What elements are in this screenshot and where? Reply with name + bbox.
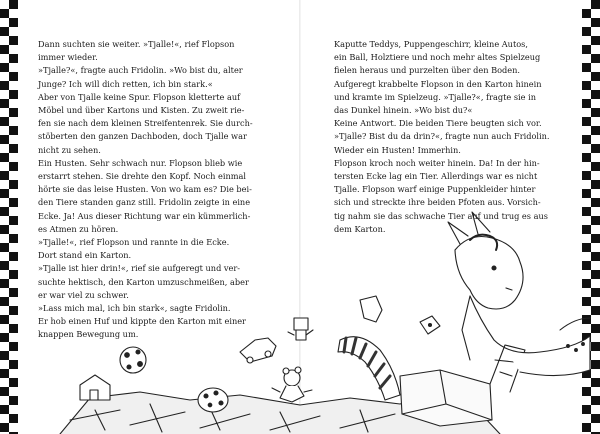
text-line: den Tiere standen ganz still. Fridolin zeigte in eine bbox=[38, 197, 251, 208]
donkey-illustration bbox=[448, 212, 590, 376]
text-line: er war viel zu schwer. bbox=[38, 289, 129, 300]
spotted-egg-illustration bbox=[198, 388, 228, 412]
text-line: Möbel und über Kartons und Kisten. Zu zweit rie- bbox=[38, 105, 245, 116]
text-line: Aufgeregt krabbelte Flopson in den Karton hinein bbox=[334, 78, 542, 89]
text-line: Aber von Tjalle keine Spur. Flopson kletterte auf bbox=[38, 91, 241, 102]
text-line: »Tjalle? Bist du da drin?«, fragte nun auch Fridolin. bbox=[334, 131, 550, 142]
cardboard-box-illustration bbox=[400, 345, 525, 426]
toy-car-illustration bbox=[240, 338, 276, 363]
text-line: das Dunkel hinein. »Wo bist du?« bbox=[334, 105, 473, 116]
text-line: stöberten den ganzen Dachboden, doch Tjalle war bbox=[38, 131, 247, 142]
text-line: Dort stand ein Karton. bbox=[38, 250, 132, 261]
text-line: erstarrt stehen. Sie drehte den Kopf. Noch einmal bbox=[38, 171, 247, 182]
text-line: Tjalle. Flopson warf einige Puppenkleider hinter bbox=[334, 184, 536, 195]
text-line: fielen heraus und purzelten über den Boden. bbox=[334, 65, 520, 76]
text-line: Er hob einen Huf und kippte den Karton mit einer bbox=[38, 316, 246, 327]
text-line: tersten Ecke lag ein Tier. Allerdings war es nicht bbox=[334, 171, 538, 182]
left-page-text bbox=[38, 38, 278, 342]
page-gutter bbox=[299, 0, 301, 434]
teddy-illustration bbox=[272, 367, 312, 402]
striped-tail-illustration bbox=[338, 337, 400, 400]
right-page-text bbox=[334, 38, 568, 236]
floor-blankets-illustration bbox=[60, 375, 500, 434]
text-line: suchte hektisch, den Karton umzuschmeißen, aber bbox=[38, 276, 249, 287]
boot-illustration bbox=[360, 296, 382, 322]
text-line: sich und streckte ihre beiden Pfoten aus. Vorsich- bbox=[334, 197, 541, 208]
text-line: Kaputte Teddys, Puppengeschirr, kleine Autos, bbox=[334, 39, 528, 49]
text-line: Ecke. Ja! Aus dieser Richtung war ein kümmerlich- bbox=[38, 210, 251, 221]
text-line: »Lass mich mal, ich bin stark«, sagte Fridolin. bbox=[38, 303, 231, 314]
text-line: dem Karton. bbox=[334, 223, 386, 234]
ball-illustration bbox=[120, 347, 146, 373]
right-checkered-border bbox=[582, 0, 600, 434]
toy-block-illustration bbox=[420, 316, 440, 334]
text-line: »Tjalle!«, rief Flopson und rannte in die Ecke. bbox=[38, 237, 230, 248]
text-line: Junge? Ich will dich retten, ich bin stark.« bbox=[38, 78, 213, 89]
text-line: tig nahm sie das schwache Tier auf und trug es aus bbox=[334, 210, 548, 221]
left-checkered-border bbox=[0, 0, 18, 434]
text-line: knappen Bewegung um. bbox=[38, 329, 139, 340]
text-line: hörte sie das leise Husten. Von wo kam es? Die bei- bbox=[38, 184, 252, 195]
text-line: immer wieder. bbox=[38, 52, 98, 63]
text-line: »Tjalle ist hier drin!«, rief sie aufgeregt und ver- bbox=[38, 263, 241, 274]
text-line: Wieder ein Husten! Immerhin. bbox=[334, 144, 461, 155]
text-line: nicht zu sehen. bbox=[38, 144, 101, 155]
text-line: »Tjalle?«, fragte auch Fridolin. »Wo bist du, alter bbox=[38, 65, 243, 76]
text-line: ein Ball, Holztiere und noch mehr altes Spielzeug bbox=[334, 52, 541, 63]
text-line: Keine Antwort. Die beiden Tiere beugten sich vor. bbox=[334, 118, 542, 129]
text-line: es Atmen zu hören. bbox=[38, 223, 119, 234]
text-line: Flopson kroch noch weiter hinein. Da! In der hin- bbox=[334, 157, 540, 168]
text-line: und kramte im Spielzeug. »Tjalle?«, fragte sie in bbox=[334, 91, 536, 102]
text-line: fen sie nach dem kleinen Streifentenrek. Sie durch- bbox=[38, 118, 253, 129]
text-line: Ein Husten. Sehr schwach nur. Flopson blieb wie bbox=[38, 157, 243, 168]
text-line: Dann suchten sie weiter. »Tjalle!«, rief Flopson bbox=[38, 39, 235, 49]
